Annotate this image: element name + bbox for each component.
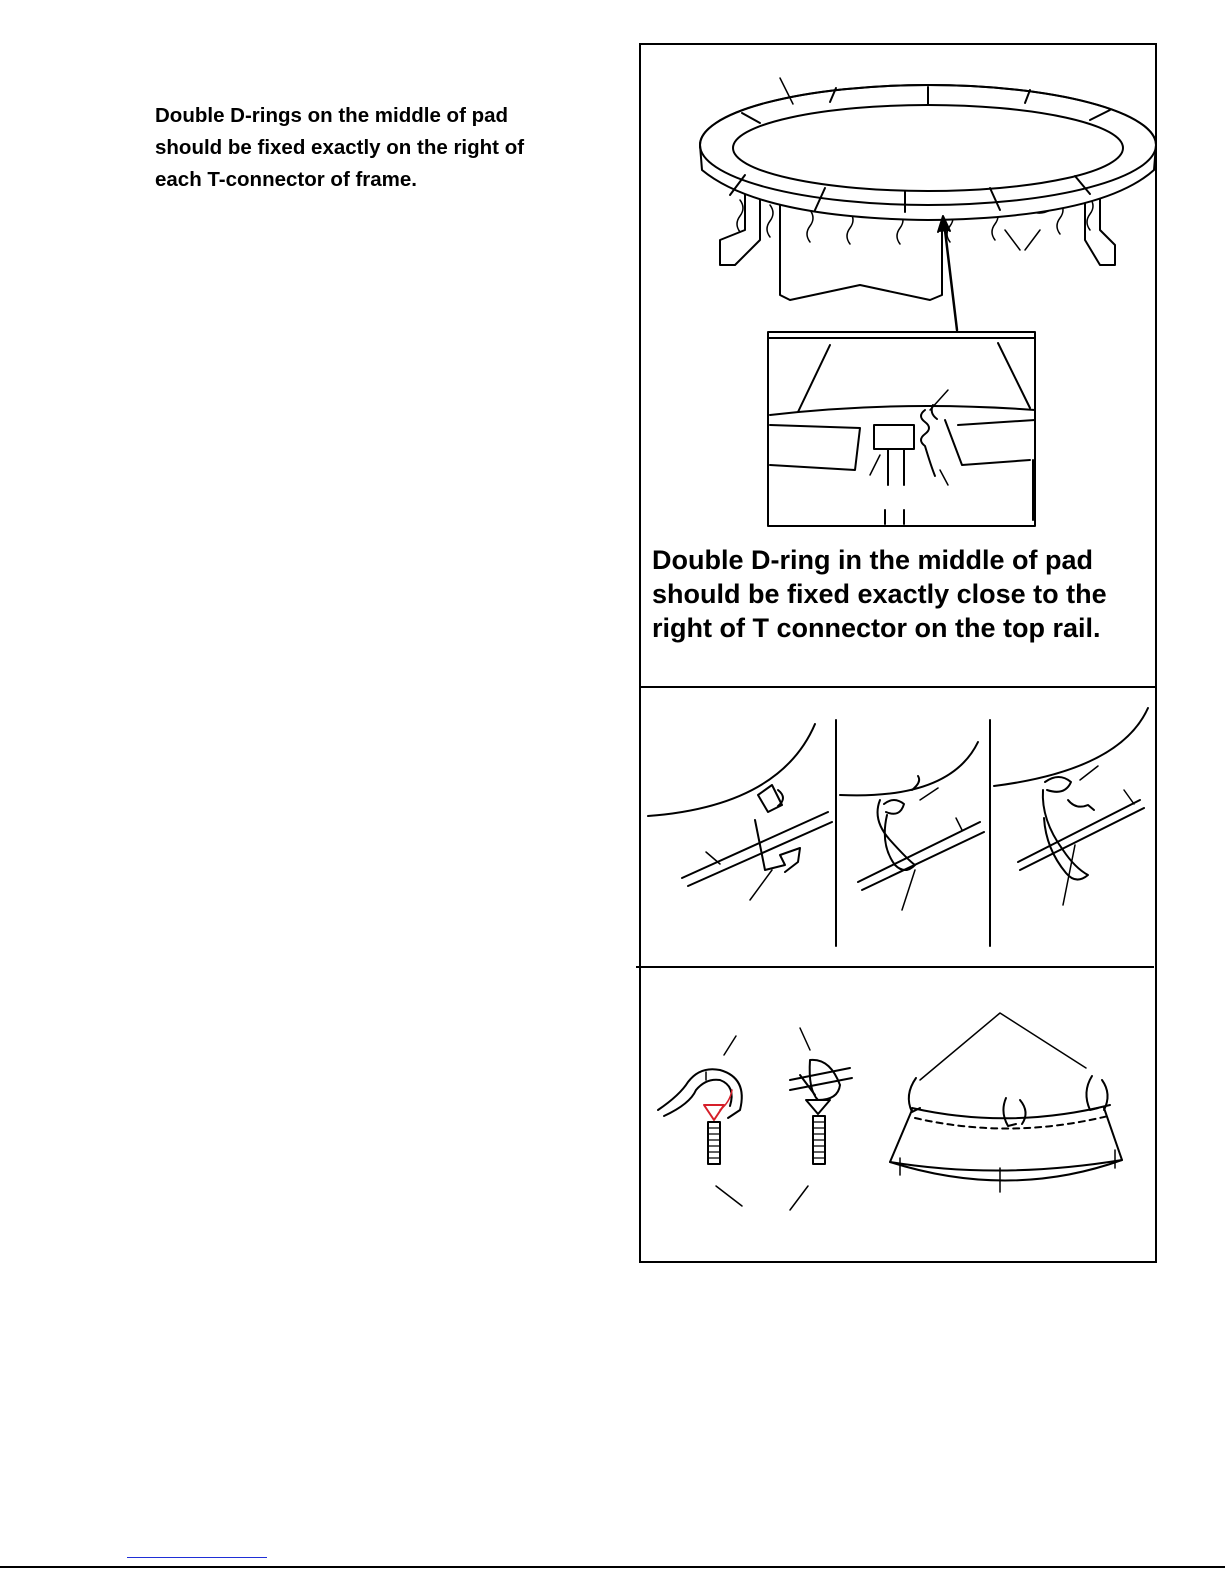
strap-steps — [648, 708, 1148, 946]
hook-details — [658, 1013, 1122, 1210]
footer-link-rule — [127, 1557, 267, 1558]
instruction-line-1: Double D-rings on the middle of pad — [155, 104, 509, 127]
caption-line-1: Double D-ring in the middle of pad — [652, 545, 1093, 575]
t-connector-detail — [768, 332, 1035, 526]
caption-line-2: should be fixed exactly close to the — [652, 579, 1107, 609]
instruction-line-3: each T-connector of frame. — [155, 168, 418, 191]
footer-rule — [0, 1566, 1225, 1568]
figure-caption — [652, 543, 1142, 645]
trampoline-illustration — [700, 78, 1156, 330]
caption-line-3: right of T connector on the top rail. — [652, 613, 1101, 643]
instruction-line-2: should be fixed exactly on the right of — [155, 136, 525, 159]
